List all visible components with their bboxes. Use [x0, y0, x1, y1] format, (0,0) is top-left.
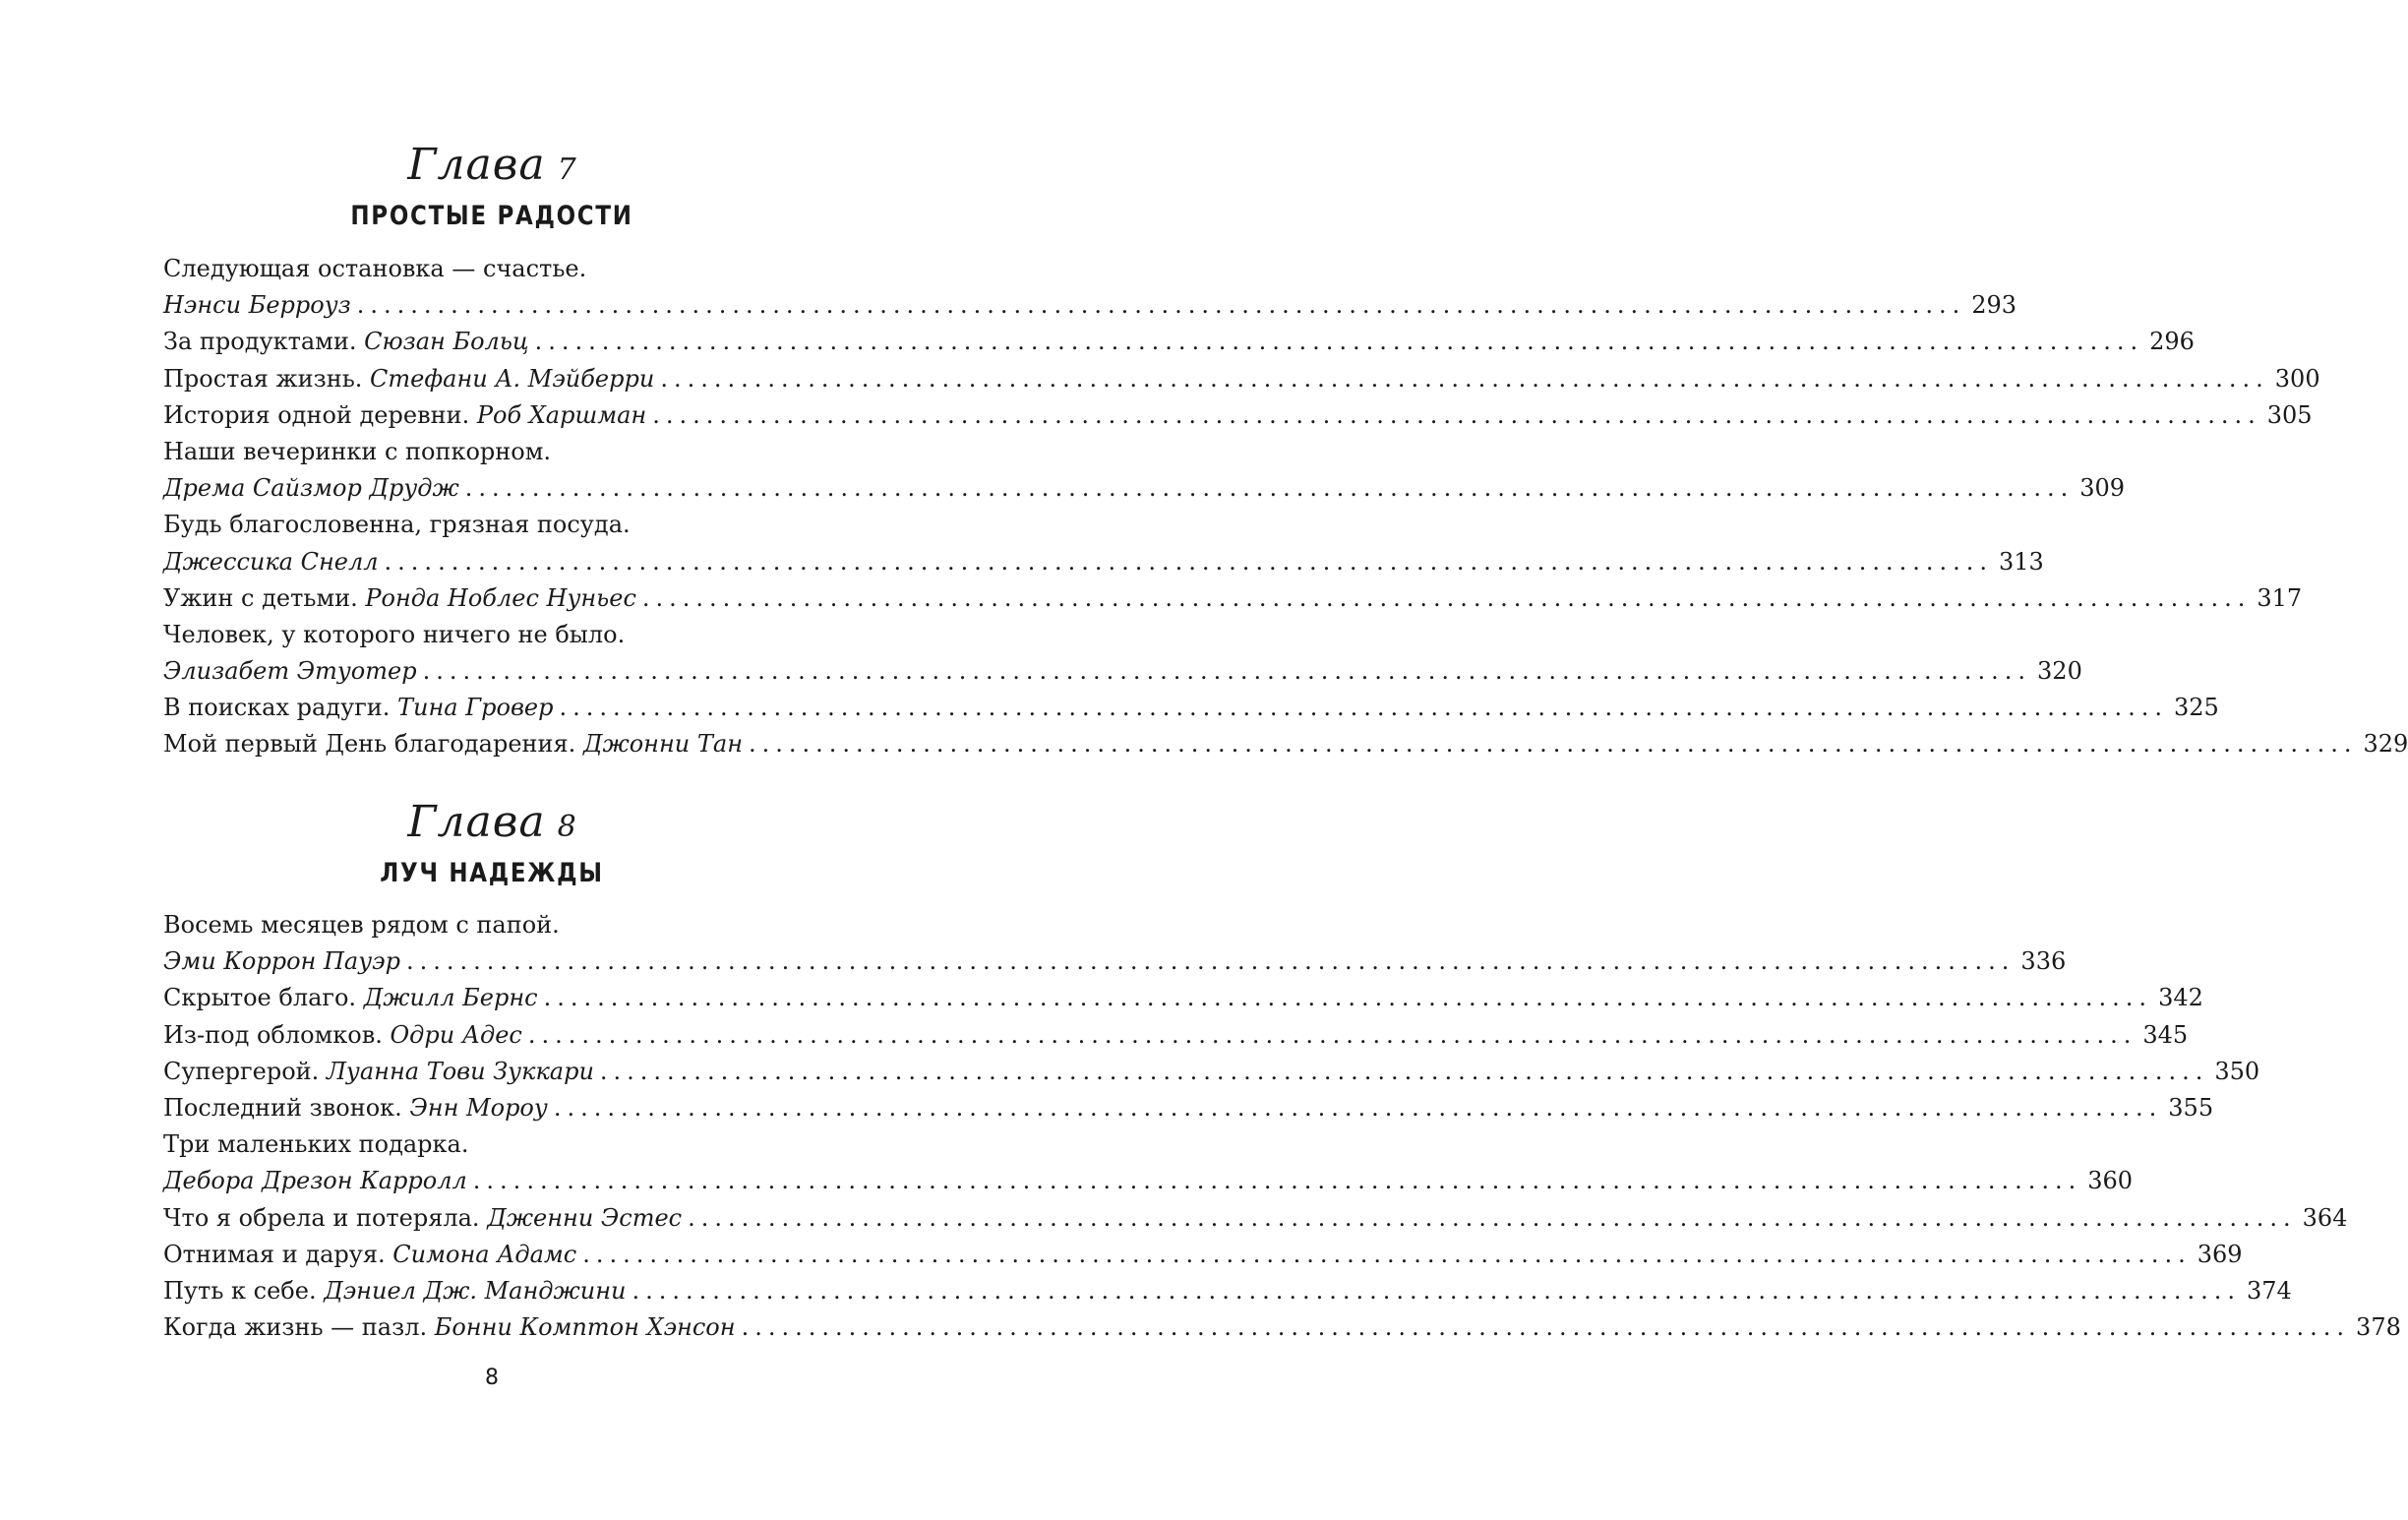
toc-entry [163, 324, 2195, 360]
entry-page: 317 [2257, 583, 2303, 612]
leader-dots: ........................................................................................................................ [641, 583, 2252, 612]
entry-author: Элизабет Этуотер [163, 657, 417, 686]
entry-author: Тина Гровер [397, 694, 554, 722]
toc-entry [163, 1273, 2292, 1309]
entry-author: Ронда Ноблес Нуньес [365, 583, 636, 612]
entry-author: Энн Мороу [409, 1093, 548, 1122]
toc-entry [163, 1237, 2243, 1273]
toc-entry [163, 943, 2067, 980]
entry-page: 342 [2158, 984, 2203, 1012]
entry-title: Следующая остановка — счастье. [163, 255, 587, 282]
entry-page: 355 [2168, 1093, 2214, 1122]
chapter-7-entries [163, 251, 2408, 763]
entry-page: 336 [2020, 947, 2067, 976]
entry-page: 305 [2266, 400, 2313, 429]
entry-author: Сюзан Больц [364, 328, 529, 356]
entry-text [163, 544, 379, 580]
entry-text [163, 1163, 467, 1199]
toc-entry [163, 397, 2313, 434]
leader-dots: ........................................................................................................................ [405, 947, 2016, 976]
toc-entry [163, 580, 2303, 617]
entry-title: Человек, у которого ничего не было. [163, 620, 626, 648]
leader-dots: ........................................................................................................................ [599, 1057, 2209, 1085]
entry-title: История одной деревни. [163, 400, 470, 429]
leader-dots: ........................................................................................................................ [527, 1020, 2137, 1049]
entry-title: Мой первый День благодарения. [163, 730, 576, 759]
leader-dots: ........................................................................................................................ [688, 1203, 2297, 1232]
entry-author: Стефани А. Мэйберри [370, 364, 655, 393]
entry-title: Три маленьких подарка. [163, 1130, 469, 1159]
toc-entry [163, 434, 878, 470]
toc-entry [163, 544, 2044, 580]
toc-entry [163, 1126, 878, 1163]
entry-title: Будь благословенна, грязная посуда. [163, 511, 631, 539]
entry-page: 293 [1971, 291, 2017, 320]
chapter-8-heading [0, 797, 984, 893]
toc-entry [163, 617, 878, 653]
entry-author: Дрема Сайзмор Друдж [163, 474, 459, 503]
leader-dots: ........................................................................................................................ [534, 328, 2144, 356]
toc-entry [163, 361, 2320, 397]
entry-text [163, 943, 400, 980]
chapter-number: 7 [557, 152, 576, 187]
entry-author: Эми Коррон Пауэр [163, 947, 400, 976]
leader-dots: ........................................................................................................................ [553, 1093, 2163, 1122]
entry-title: Когда жизнь — пазл. [163, 1313, 428, 1342]
entry-page: 320 [2037, 657, 2082, 686]
toc-entry [163, 1017, 2189, 1054]
toc-entry [163, 907, 878, 943]
leader-dots: ........................................................................................................................ [749, 730, 2358, 759]
entry-text [163, 726, 743, 762]
entry-text [163, 1273, 627, 1309]
entry-text [163, 287, 351, 324]
entry-text [163, 980, 538, 1016]
leader-dots: ........................................................................................................................ [652, 400, 2261, 429]
leader-dots: ........................................................................................................................ [472, 1167, 2082, 1195]
entry-text [163, 470, 459, 507]
entry-page: 329 [2363, 730, 2408, 759]
entry-author: Джонни Тан [582, 730, 744, 759]
entry-author: Джессика Снелл [163, 547, 379, 576]
leader-dots: ........................................................................................................................ [741, 1313, 2351, 1342]
entry-author: Симона Адамс [392, 1240, 577, 1268]
toc-entry [163, 1200, 2348, 1237]
entry-title: Путь к себе. [163, 1276, 317, 1305]
entry-author: Бонни Комптон Хэнсон [434, 1313, 736, 1342]
entry-text [163, 1200, 682, 1237]
entry-title: За продуктами. [163, 328, 357, 356]
entry-page: 360 [2087, 1167, 2134, 1195]
toc-entry [163, 470, 2126, 507]
entry-text [163, 251, 586, 287]
entry-title: Последний звонок. [163, 1093, 402, 1122]
entry-text [163, 1054, 594, 1090]
entry-page: 364 [2302, 1203, 2348, 1232]
leader-dots: ........................................................................................................................ [464, 474, 2075, 503]
entry-text [163, 1090, 548, 1126]
entry-page: 378 [2356, 1313, 2401, 1342]
toc-entry [163, 980, 2203, 1016]
entry-page: 345 [2142, 1020, 2189, 1049]
leader-dots: ........................................................................................................................ [384, 547, 1994, 576]
entry-text [163, 907, 560, 943]
entry-text [163, 580, 636, 617]
entry-text [163, 617, 625, 653]
entry-page: 350 [2214, 1057, 2260, 1085]
entry-author: Роб Харшман [476, 400, 647, 429]
entry-page: 374 [2246, 1276, 2292, 1305]
entry-text [163, 690, 553, 726]
chapter-word: Глава [407, 797, 546, 847]
leader-dots: ........................................................................................................................ [582, 1240, 2192, 1268]
leader-dots: ........................................................................................................................ [559, 694, 2168, 722]
entry-author: Дженни Эстес [487, 1203, 683, 1232]
toc-entry [163, 690, 2219, 726]
chapter-8-label [0, 797, 984, 848]
entry-text [163, 361, 654, 397]
entry-author: Нэнси Берроуз [163, 291, 351, 320]
toc-entry [163, 1054, 2260, 1090]
entry-page: 313 [1999, 547, 2044, 576]
entry-author: Дебора Дрезон Карролл [163, 1167, 467, 1195]
entry-text [163, 1126, 468, 1163]
entry-text [163, 1017, 522, 1054]
entry-page: 325 [2173, 694, 2219, 722]
entry-text [163, 653, 417, 690]
entry-title: Скрытое благо. [163, 984, 357, 1012]
toc-entry [163, 1090, 2214, 1126]
entry-page: 300 [2274, 364, 2320, 393]
leader-dots: ........................................................................................................................ [356, 291, 1966, 320]
entry-title: Супергерой. [163, 1057, 320, 1085]
entry-title: Наши вечеринки с попкорном. [163, 437, 552, 465]
entry-title: Что я обрела и потеряла. [163, 1203, 480, 1232]
leader-dots: ........................................................................................................................ [422, 657, 2032, 686]
chapter-7-label [0, 140, 984, 191]
leader-dots: ........................................................................................................................ [660, 364, 2269, 393]
chapter-8-entries [163, 907, 2401, 1346]
entry-author: Луанна Тови Зуккари [326, 1057, 594, 1085]
toc-entry [163, 507, 878, 543]
chapter-number: 8 [557, 810, 576, 844]
entry-page: 309 [2079, 474, 2126, 503]
entry-text [163, 1237, 576, 1273]
entry-author: Одри Адес [390, 1020, 522, 1049]
chapter-title: ПРОСТЫЕ РАДОСТИ [350, 201, 633, 231]
page-number: 8 [485, 1366, 499, 1390]
entry-text [163, 397, 646, 434]
entry-author: Джилл Бернс [363, 984, 538, 1012]
entry-title: Восемь месяцев рядом с папой. [163, 911, 560, 939]
entry-title: Ужин с детьми. [163, 583, 358, 612]
leader-dots: ........................................................................................................................ [543, 984, 2153, 1012]
entry-text [163, 434, 551, 470]
toc-entry [163, 251, 878, 287]
entry-title: Простая жизнь. [163, 364, 363, 393]
toc-entry [163, 653, 2082, 690]
entry-page: 296 [2149, 328, 2195, 356]
entry-title: Из-под обломков. [163, 1020, 383, 1049]
entry-page: 369 [2197, 1240, 2243, 1268]
toc-entry [163, 726, 2408, 762]
toc-entry [163, 1309, 2401, 1346]
entry-title: В поисках радуги. [163, 694, 391, 722]
entry-text [163, 324, 529, 360]
chapter-7-heading [0, 140, 984, 236]
leader-dots: ........................................................................................................................ [632, 1276, 2241, 1305]
entry-text [163, 1309, 736, 1346]
chapter-word: Глава [407, 140, 546, 190]
chapter-title: ЛУЧ НАДЕЖДЫ [380, 858, 604, 888]
entry-author: Дэниел Дж. Манджини [324, 1276, 627, 1305]
toc-entry [163, 287, 2017, 324]
entry-title: Отнимая и даруя. [163, 1240, 386, 1268]
toc-entry [163, 1163, 2134, 1199]
entry-text [163, 507, 631, 543]
